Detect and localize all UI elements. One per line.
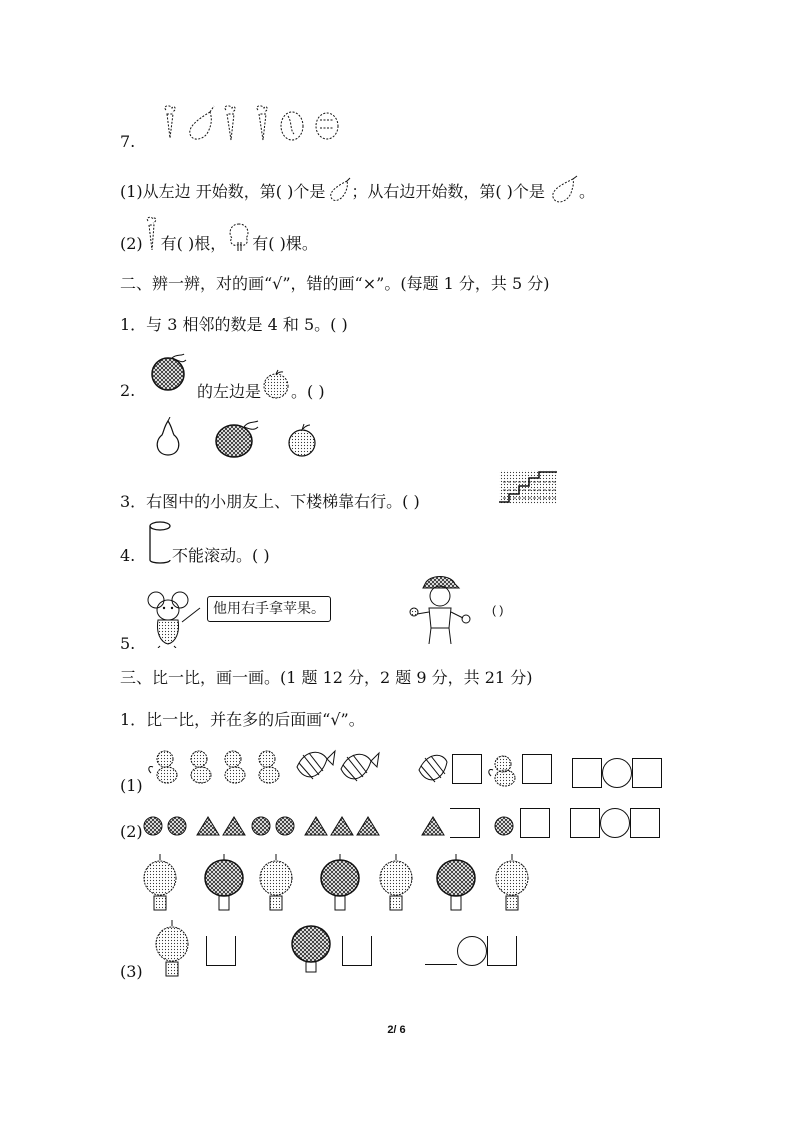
row2-pictures (143, 814, 393, 842)
row2-triangle-answer[interactable] (450, 808, 480, 838)
lantern-light-icon (144, 854, 176, 910)
q7-part1-prefix: (1)从左边 开始数，第( (120, 182, 282, 201)
monkey-icon (259, 751, 279, 783)
boy-icon (405, 574, 475, 650)
watermelon-icon (150, 352, 188, 396)
monkey-icon (191, 751, 211, 783)
q7-part2-prefix: (2) (120, 234, 143, 253)
section2-q2-label: 的左边是 (197, 382, 262, 401)
row1-fish-compare (415, 748, 451, 794)
q7-part2-blank1: )根， (182, 234, 227, 253)
section2-q2-text (197, 381, 325, 404)
q7-part1-end: 。 (578, 182, 595, 201)
monkey-icon (225, 751, 245, 783)
eggplant-icon (325, 177, 351, 208)
row1-monkey-compare (487, 752, 523, 792)
q7-part1-blank2: )个是 (501, 182, 545, 201)
lantern-dark-icon (321, 854, 359, 910)
row1-left-box[interactable] (572, 758, 602, 788)
section2-q5-number: 5. (120, 634, 136, 653)
ball-icon (252, 817, 270, 835)
row3-left-blank[interactable] (425, 938, 457, 965)
tree-icon (226, 232, 252, 257)
triangle-icon (331, 817, 353, 835)
row3-lanterns (140, 852, 540, 918)
row3-label: (3) (120, 962, 143, 981)
section3-q1: 1．比一比，并在多的后面画“√”。 (120, 710, 365, 729)
carrot-icon (143, 232, 161, 257)
apple-icon (261, 381, 291, 404)
q7-part2-text2: 有( (252, 234, 275, 253)
apple-icon (289, 424, 315, 456)
row2-ball-answer-box[interactable] (520, 808, 550, 838)
fruit-row (150, 417, 325, 463)
lantern-dark-icon (437, 854, 475, 910)
row1-pictures (145, 745, 405, 791)
carrot-icon (257, 106, 267, 140)
row3-right-box[interactable] (487, 936, 517, 966)
row3-circle[interactable] (457, 936, 487, 966)
lantern-light-icon (380, 854, 412, 910)
row2-triangle-compare (420, 814, 446, 842)
section2-q2-number: 2. (120, 381, 136, 400)
eggplant-icon (316, 113, 338, 139)
row1-circle[interactable] (602, 758, 632, 788)
fish-icon (341, 753, 379, 781)
lantern-dark-icon (205, 854, 243, 910)
ball-icon (168, 817, 186, 835)
carrot-icon (165, 106, 175, 138)
section2-title: 二、辨一辨，对的画“√”，错的画“×”。(每题 1 分，共 5 分) (120, 274, 550, 293)
q7-part2-text1: 有( (160, 234, 183, 253)
row2-label: (2) (120, 822, 143, 841)
q7-part2 (120, 232, 318, 257)
carrot-icon (225, 106, 235, 140)
lantern-light-icon (496, 854, 528, 910)
eggplant-icon (545, 175, 579, 210)
row3-dark-answer[interactable] (342, 936, 372, 966)
section2-q2-paren: 。( ) (291, 382, 325, 401)
triangle-icon (357, 817, 379, 835)
speech-bubble: 他用右手拿苹果。 (207, 596, 331, 622)
mouse-icon (146, 588, 206, 652)
row2-circle[interactable] (600, 808, 630, 838)
row1-label: (1) (120, 776, 143, 795)
eggplant-icon (281, 112, 303, 140)
watermelon-icon (216, 421, 258, 457)
row2-ball-compare (492, 814, 516, 842)
eggplant-icon (190, 106, 214, 139)
section2-q3: 3．右图中的小朋友上、下楼梯靠右行。( ) (120, 492, 420, 511)
triangle-icon (305, 817, 327, 835)
row3-light-answer[interactable] (206, 936, 236, 966)
section3-title: 三、比一比，画一画。(1 题 12 分，2 题 9 分，共 21 分) (120, 668, 533, 687)
row1-compare-boxes (572, 758, 662, 788)
stairs-icon (497, 468, 559, 510)
row2-right-box[interactable] (630, 808, 660, 838)
q7-part1 (120, 175, 595, 210)
fish-icon (297, 751, 335, 779)
page-number: 2/ 6 (387, 1024, 406, 1036)
section2-q4-number: 4. (120, 546, 136, 565)
q7-pictures (160, 104, 350, 148)
cylinder-icon (146, 520, 174, 570)
row2-compare-boxes (570, 808, 660, 838)
section2-q1: 1．与 3 相邻的数是 4 和 5。( ) (120, 315, 348, 334)
pear-icon (157, 417, 179, 455)
lantern-dark-icon (289, 922, 333, 978)
lantern-light-icon (152, 918, 192, 984)
row2-left-box[interactable] (570, 808, 600, 838)
q7-part1-blank1: )个是 (282, 182, 326, 201)
section2-q5-paren: ( ) (492, 603, 504, 617)
triangle-icon (197, 817, 219, 835)
ball-icon (144, 817, 162, 835)
row1-monkey-answer-box[interactable] (522, 754, 552, 784)
row3-compare (425, 936, 517, 966)
section2-q4-text: 不能滚动。( ) (172, 546, 270, 565)
row1-fish-answer-box[interactable] (452, 754, 482, 784)
ball-icon (276, 817, 294, 835)
lantern-light-icon (260, 854, 292, 910)
q7-number: 7. (120, 132, 136, 151)
monkey-icon (149, 751, 177, 783)
q7-part1-mid: ；从右边开始数，第( (351, 182, 502, 201)
triangle-icon (223, 817, 245, 835)
row1-right-box[interactable] (632, 758, 662, 788)
q7-part2-blank2: )棵。 (274, 234, 318, 253)
